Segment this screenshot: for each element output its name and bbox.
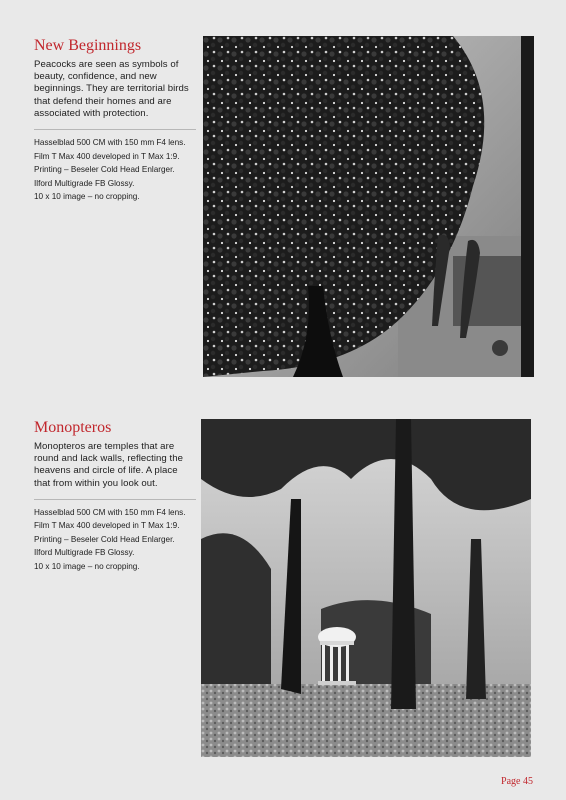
spec-item: Film T Max 400 developed in T Max 1:9. bbox=[34, 151, 180, 161]
section-title: Monopteros bbox=[34, 419, 112, 436]
spec-item: Ilford Multigrade FB Glossy. bbox=[34, 178, 135, 188]
text-column bbox=[34, 418, 196, 575]
divider bbox=[34, 499, 196, 500]
peacocks-tree-photo bbox=[203, 36, 534, 377]
section-monopteros bbox=[0, 400, 566, 800]
spec-list bbox=[34, 138, 196, 202]
spec-item: Hasselblad 500 CM with 150 mm F4 lens. bbox=[34, 507, 186, 517]
spec-item: 10 x 10 image – no cropping. bbox=[34, 561, 140, 571]
divider bbox=[34, 129, 196, 130]
section-description: Peacocks are seen as symbols of beauty, confidence, and new beginnings. They are territorial birds that defend their homes and are associated with protection. bbox=[34, 59, 189, 119]
spec-item: Printing – Beseler Cold Head Enlarger. bbox=[34, 534, 175, 544]
text-column bbox=[34, 36, 196, 206]
spec-item: Ilford Multigrade FB Glossy. bbox=[34, 548, 135, 558]
monopteros-temple-photo bbox=[201, 419, 531, 757]
spec-list bbox=[34, 508, 196, 572]
spec-item: Film T Max 400 developed in T Max 1:9. bbox=[34, 521, 180, 531]
spec-item: Printing – Beseler Cold Head Enlarger. bbox=[34, 165, 175, 175]
section-title: New Beginnings bbox=[34, 37, 142, 54]
spec-item: Hasselblad 500 CM with 150 mm F4 lens. bbox=[34, 138, 186, 148]
spec-item: 10 x 10 image – no cropping. bbox=[34, 192, 140, 202]
section-description: Monopteros are temples that are round and lack walls, reflecting the heavens and circle of life. A place that from within you look out. bbox=[34, 441, 183, 489]
page-number: Page 45 bbox=[501, 776, 533, 787]
